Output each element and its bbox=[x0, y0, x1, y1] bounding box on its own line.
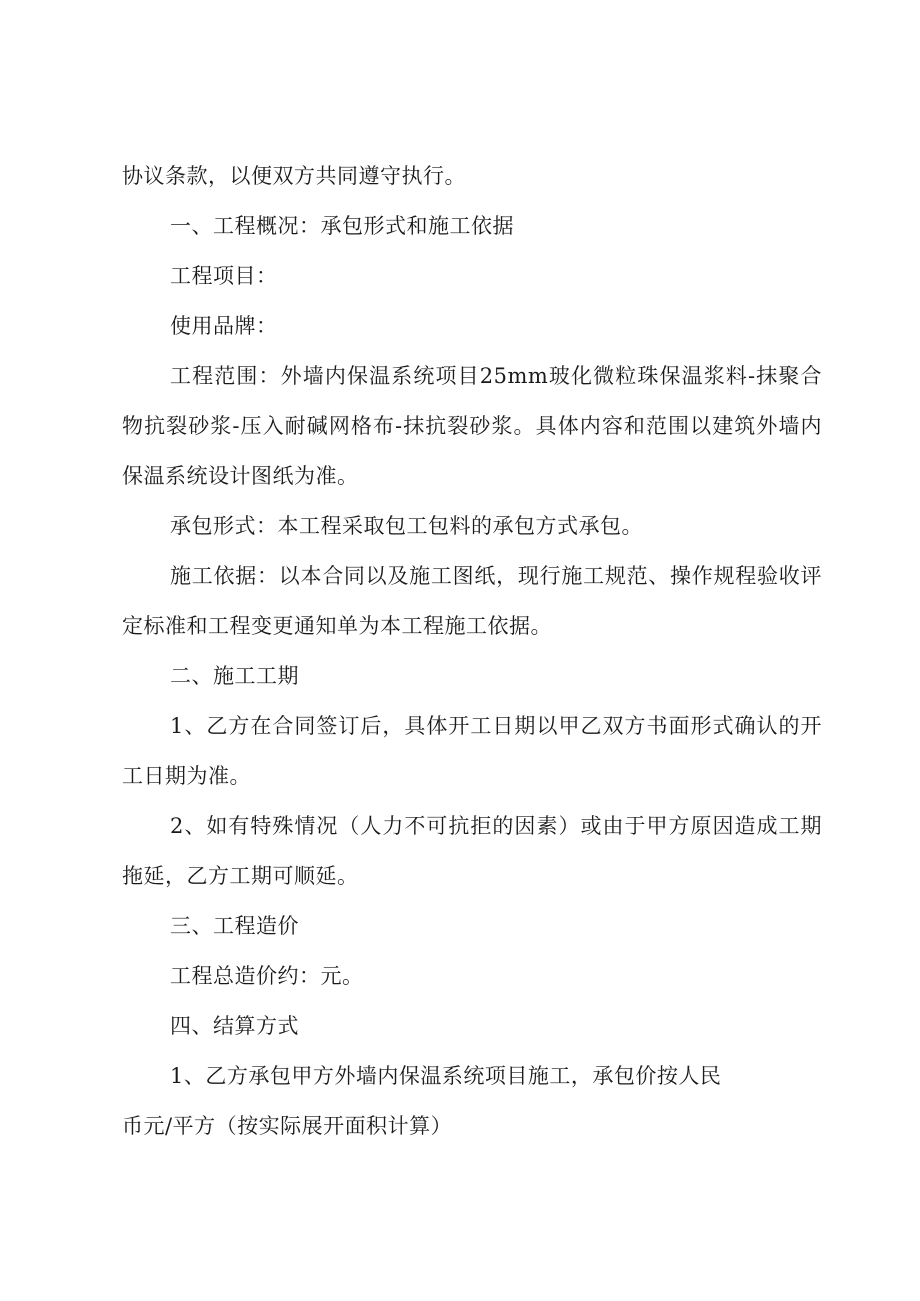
brand-line: 使用品牌： bbox=[170, 314, 278, 338]
section-1-heading: 一、工程概况：承包形式和施工依据 bbox=[170, 214, 514, 238]
section-2-heading: 二、施工工期 bbox=[170, 664, 299, 688]
scope-paragraph: 工程范围：外墙内保温系统项目25mm玻化微粒珠保温浆料-抹聚合物抗裂砂浆-压入耐碱网格布-抹抗裂砂浆。具体内容和范围以建筑外墙内保温系统设计图纸为准。 bbox=[122, 364, 822, 488]
section-3-heading: 三、工程造价 bbox=[170, 914, 299, 938]
settlement-clause-1-continuation: 币元/平方（按实际展开面积计算） bbox=[122, 1114, 453, 1138]
section-4-heading: 四、结算方式 bbox=[170, 1014, 299, 1038]
intro-paragraph: 协议条款，以便双方共同遵守执行。 bbox=[122, 164, 466, 188]
project-item-line: 工程项目： bbox=[170, 264, 278, 288]
settlement-clause-1: 1、乙方承包甲方外墙内保温系统项目施工，承包价按人民 bbox=[170, 1064, 722, 1088]
contract-form-paragraph: 承包形式：本工程采取包工包料的承包方式承包。 bbox=[170, 514, 643, 538]
period-clause-2: 2、如有特殊情况（人力不可抗拒的因素）或由于甲方原因造成工期拖延，乙方工期可顺延。 bbox=[122, 814, 822, 888]
document-body bbox=[122, 151, 822, 1151]
period-clause-1: 1、乙方在合同签订后，具体开工日期以甲乙双方书面形式确认的开工日期为准。 bbox=[122, 714, 822, 788]
construction-basis-paragraph: 施工依据：以本合同以及施工图纸，现行施工规范、操作规程验收评定标准和工程变更通知单为本工程施工依据。 bbox=[122, 564, 822, 638]
total-cost-line: 工程总造价约：元。 bbox=[170, 964, 364, 988]
